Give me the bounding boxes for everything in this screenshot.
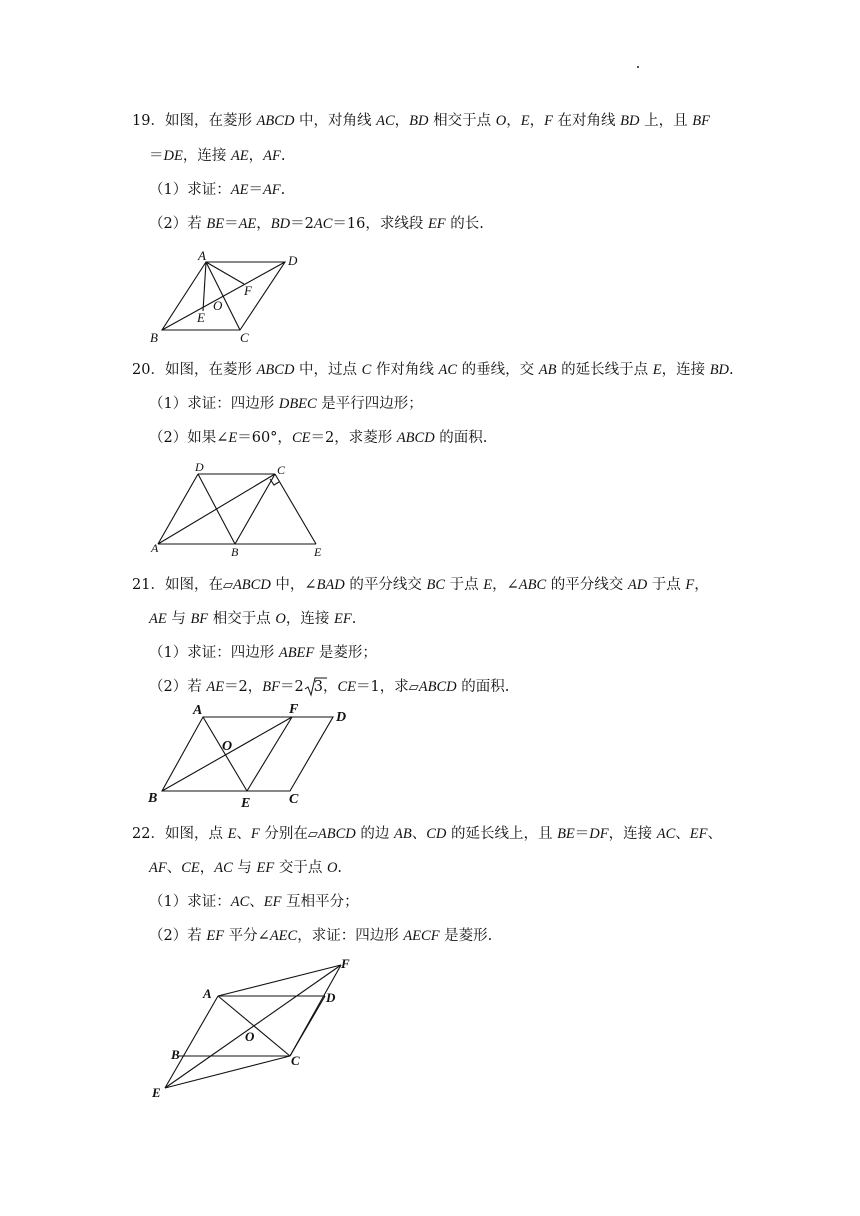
text-segment: . — [280, 182, 286, 198]
text-segment: （1）求证： — [149, 182, 231, 198]
math-variable: DF — [589, 826, 609, 842]
fig20-label-A: A — [151, 541, 159, 555]
fig19-label-F: F — [244, 283, 252, 298]
math-variable: ABCD — [256, 362, 295, 378]
text-segment: 上，且 — [639, 113, 693, 129]
text-segment: 是平行四边形； — [316, 396, 423, 412]
math-variable: F — [685, 577, 695, 593]
figure-21 — [140, 700, 360, 812]
problem-21-line-4 — [149, 677, 509, 698]
math-variable: AE — [149, 611, 167, 627]
math-variable: AECF — [403, 928, 440, 944]
text-segment: . — [729, 362, 734, 378]
math-variable: AEC — [269, 928, 298, 944]
text-segment: 是菱形； — [314, 645, 377, 661]
fig22-label-B: B — [171, 1047, 180, 1062]
text-segment: . — [337, 860, 343, 876]
text-segment: ＝ — [224, 216, 239, 232]
text-segment: ， — [694, 577, 709, 593]
math-variable: BF — [262, 679, 281, 695]
math-variable: AC — [376, 113, 395, 129]
text-segment: 的面积. — [456, 679, 510, 695]
problem-20-line-1 — [132, 360, 734, 380]
fig22-label-F: F — [341, 956, 350, 971]
math-variable: ABCD — [317, 826, 356, 842]
math-variable: DE — [163, 148, 183, 164]
text-segment: ，∠ — [492, 577, 519, 593]
problem-22-line-4 — [149, 926, 492, 946]
fig21-label-F: F — [289, 702, 299, 717]
text-segment: 19．如图，在菱形 — [132, 113, 257, 129]
math-variable: CE — [181, 860, 200, 876]
math-variable: C — [361, 362, 372, 378]
text-segment: 、 — [236, 826, 251, 842]
text-segment: 中，∠ — [270, 577, 317, 593]
math-variable: BC — [426, 577, 446, 593]
fig20-label-D: D — [195, 460, 204, 474]
math-variable: AC — [313, 216, 333, 232]
text-segment: ，求证：四边形 — [297, 928, 404, 944]
math-variable: ABCD — [418, 679, 457, 695]
sqrt-expression — [305, 677, 323, 697]
problem-19-line-4 — [149, 214, 484, 234]
text-segment: ， — [529, 113, 545, 129]
text-segment: 中，对角线 — [294, 113, 377, 129]
fig21-label-A: A — [193, 703, 203, 718]
text-segment: 相交于点 — [428, 113, 496, 129]
parallelogram-symbol: ▱ — [408, 680, 419, 695]
text-segment: （2）如果∠ — [149, 430, 229, 446]
problem-21-line-2 — [149, 609, 356, 629]
fig19-label-E: E — [197, 310, 205, 325]
math-variable: F — [544, 113, 553, 129]
text-segment: 的延长线于点 — [556, 362, 653, 378]
math-variable: EF — [333, 611, 352, 627]
math-variable: EF — [206, 928, 225, 944]
text-segment: 与 — [166, 611, 191, 627]
problem-22-line-2 — [149, 858, 342, 878]
text-segment: 相交于点 — [208, 611, 276, 627]
fig22-label-O: O — [245, 1029, 255, 1044]
math-variable: ABC — [518, 577, 547, 593]
text-segment: 、 — [411, 826, 427, 842]
fig21-label-B: B — [148, 791, 158, 806]
text-segment: 的长. — [445, 216, 484, 232]
math-variable: E — [483, 577, 493, 593]
text-segment: 22．如图，点 — [132, 826, 228, 842]
parallelogram-symbol: ▱ — [222, 578, 233, 593]
fig19-label-O: O — [213, 298, 223, 313]
math-variable: E — [520, 113, 530, 129]
text-segment: ＝2，求菱形 — [310, 430, 397, 446]
text-segment: ， — [394, 113, 410, 129]
math-variable: EF — [256, 860, 275, 876]
figure-22 — [145, 955, 365, 1105]
text-segment: ＝ — [248, 182, 263, 198]
fig22-label-E: E — [152, 1085, 161, 1100]
text-segment: 的面积. — [434, 430, 488, 446]
radical-sign-icon — [305, 677, 323, 697]
text-segment: 的边 — [355, 826, 394, 842]
problem-22-line-1 — [132, 824, 722, 845]
text-segment: （2）若 — [149, 679, 207, 695]
text-segment: ，连接 — [285, 611, 334, 627]
math-variable: AC — [656, 826, 676, 842]
math-variable: O — [495, 113, 507, 129]
problem-21-line-3 — [149, 643, 377, 663]
text-segment: ＝2 — [290, 216, 314, 232]
text-segment: 作对角线 — [371, 362, 439, 378]
math-variable: ABCD — [232, 577, 271, 593]
text-segment: 交于点 — [274, 860, 327, 876]
text-segment: 、 — [707, 826, 722, 842]
problem-19-line-1 — [132, 111, 710, 131]
text-segment: ，连接 — [182, 148, 231, 164]
problem-20-line-2 — [149, 394, 423, 414]
problem-19-line-2 — [149, 146, 286, 166]
math-variable: BD — [409, 113, 429, 129]
math-variable: AC — [214, 860, 233, 876]
math-variable: F — [250, 826, 260, 842]
fig20-label-E: E — [314, 545, 322, 559]
parallelogram-symbol: ▱ — [307, 827, 318, 842]
text-segment: ＝1，求 — [356, 679, 409, 695]
fig22-label-D: D — [326, 990, 336, 1005]
fig19-label-D: D — [288, 253, 298, 268]
problem-21-line-1 — [132, 575, 709, 596]
sqrt-radicand: 3 — [313, 679, 323, 695]
figure-20 — [148, 460, 338, 560]
text-segment: ＝ — [149, 148, 164, 164]
math-variable: BD — [709, 362, 730, 378]
math-variable: O — [326, 860, 338, 876]
math-variable: AF — [263, 148, 281, 164]
text-segment: 、 — [249, 894, 264, 910]
math-variable: BD — [620, 113, 640, 129]
math-variable: O — [275, 611, 286, 627]
fig20-label-C: C — [277, 463, 286, 477]
math-variable: AF — [262, 182, 281, 198]
figure-19 — [140, 248, 320, 348]
math-variable: AB — [393, 826, 412, 842]
text-segment: 与 — [232, 860, 257, 876]
text-segment: ， — [256, 216, 271, 232]
text-segment: 互相平分； — [281, 894, 359, 910]
text-segment: 于点 — [647, 577, 686, 593]
math-variable: BF — [692, 113, 710, 129]
text-segment: ， — [322, 679, 338, 695]
problem-22-line-3 — [149, 892, 359, 912]
text-segment: （2）若 — [149, 216, 207, 232]
text-segment: （2）若 — [149, 928, 207, 944]
text-segment: 的平分线交 — [546, 577, 628, 593]
text-segment: 21．如图，在 — [132, 577, 223, 593]
math-variable: ABCD — [256, 113, 295, 129]
math-variable: E — [227, 826, 237, 842]
fig21-label-C: C — [289, 792, 299, 807]
math-variable: AC — [230, 894, 250, 910]
math-variable: BE — [557, 826, 575, 842]
math-variable: AE — [206, 679, 225, 695]
text-segment: . — [351, 611, 357, 627]
page-dot — [637, 66, 639, 68]
math-variable: BE — [206, 216, 225, 232]
text-segment: ＝ — [574, 826, 590, 842]
math-variable: EF — [689, 826, 708, 842]
math-variable: ABCD — [396, 430, 435, 446]
fig19-label-C: C — [240, 330, 249, 345]
fig19-label-A: A — [198, 248, 206, 263]
text-segment: 的平分线交 — [344, 577, 427, 593]
text-segment: ＝16，求线段 — [332, 216, 428, 232]
problem-19-line-3 — [149, 180, 285, 200]
math-variable: AB — [538, 362, 557, 378]
text-segment: ，连接 — [661, 362, 710, 378]
fig21-label-D: D — [336, 710, 347, 725]
problem-20-line-3 — [149, 428, 487, 448]
fig19-label-B: B — [150, 330, 158, 345]
text-segment: ＝2 — [280, 679, 304, 695]
text-segment: . — [280, 148, 286, 164]
math-variable: AE — [230, 148, 249, 164]
text-segment: 的垂线，交 — [457, 362, 539, 378]
text-segment: 分别在 — [259, 826, 308, 842]
math-variable: CD — [426, 826, 447, 842]
text-segment: ＝60°， — [237, 430, 292, 446]
math-variable: CE — [291, 430, 311, 446]
text-segment: （1）求证：四边形 — [149, 396, 279, 412]
fig21-label-E: E — [241, 796, 251, 811]
fig22-label-C: C — [291, 1053, 300, 1068]
math-variable: DBEC — [278, 396, 317, 412]
math-variable: EF — [263, 894, 282, 910]
math-variable: E — [228, 430, 238, 446]
math-variable: AF — [149, 860, 167, 876]
text-segment: 中，过点 — [294, 362, 362, 378]
text-segment: ， — [248, 148, 264, 164]
math-variable: AE — [238, 216, 257, 232]
math-variable: AC — [438, 362, 458, 378]
text-segment: 、 — [166, 860, 182, 876]
text-segment: 20．如图，在菱形 — [132, 362, 257, 378]
math-variable: EF — [427, 216, 446, 232]
math-variable: CE — [337, 679, 357, 695]
text-segment: （1）求证：四边形 — [149, 645, 279, 661]
text-segment: （1）求证： — [149, 894, 231, 910]
text-segment: ， — [506, 113, 521, 129]
text-segment: 于点 — [445, 577, 484, 593]
text-segment: 、 — [675, 826, 690, 842]
math-variable: BD — [270, 216, 291, 232]
math-variable: BAD — [316, 577, 345, 593]
math-variable: BF — [190, 611, 209, 627]
text-segment: 的延长线上，且 — [446, 826, 558, 842]
text-segment: 平分∠ — [224, 928, 270, 944]
text-segment: 在对角线 — [552, 113, 621, 129]
text-segment: ，连接 — [608, 826, 657, 842]
fig21-label-O: O — [222, 739, 233, 754]
text-segment: ， — [199, 860, 215, 876]
math-variable: AD — [627, 577, 648, 593]
math-variable: ABEF — [278, 645, 315, 661]
fig22-label-A: A — [203, 986, 212, 1001]
text-segment: ＝2， — [224, 679, 263, 695]
text-segment: 是菱形. — [439, 928, 493, 944]
fig20-label-B: B — [231, 545, 239, 559]
math-variable: E — [652, 362, 662, 378]
math-variable: AE — [230, 182, 249, 198]
